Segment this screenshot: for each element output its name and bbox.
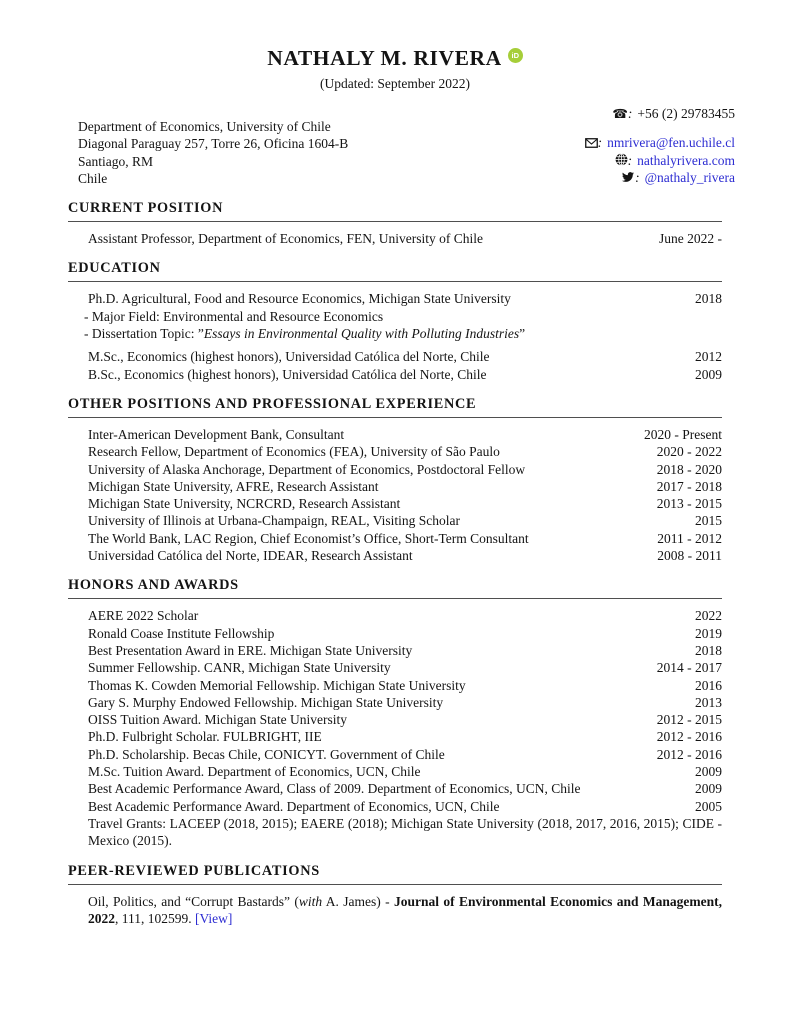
entry-row bbox=[88, 478, 722, 495]
entry-row bbox=[88, 694, 722, 711]
entry-text: B.Sc., Economics (highest honors), Universidad Católica del Norte, Chile bbox=[88, 366, 487, 382]
entry-row bbox=[88, 530, 722, 547]
entry-date: 2009 bbox=[695, 781, 722, 797]
section-current-position bbox=[68, 200, 722, 247]
twitter-line: : @nathaly_rivera bbox=[585, 169, 735, 186]
section-education bbox=[68, 260, 722, 382]
entry-date: 2015 bbox=[695, 513, 722, 529]
entry-date: 2019 bbox=[695, 625, 722, 641]
section-honors bbox=[68, 577, 722, 849]
twitter-icon bbox=[621, 170, 635, 185]
section-heading: EDUCATION bbox=[68, 260, 722, 282]
entry-row bbox=[88, 780, 722, 797]
entry-date: 2020 - Present bbox=[644, 426, 722, 442]
entry-row bbox=[88, 495, 722, 512]
entry-text: Ph.D. Fulbright Scholar. FULBRIGHT, IIE bbox=[88, 729, 322, 745]
entry-text: Thomas K. Cowden Memorial Fellowship. Michigan State University bbox=[88, 677, 466, 693]
entry-date: 2018 bbox=[695, 291, 722, 307]
entry-text: Ronald Coase Institute Fellowship bbox=[88, 625, 275, 641]
entry-date: 2012 - 2016 bbox=[656, 729, 722, 745]
entry-row bbox=[88, 230, 722, 247]
entry-text: M.Sc. Tuition Award. Department of Economics, UCN, Chile bbox=[88, 764, 421, 780]
publication-title: Oil, Politics, and “Corrupt Bastards” ( bbox=[88, 893, 299, 909]
contact-links-block bbox=[585, 105, 735, 187]
entry-date: 2011 - 2012 bbox=[657, 530, 722, 546]
entry-date: 2013 bbox=[695, 694, 722, 710]
entry-row bbox=[88, 512, 722, 529]
entry-date: 2017 - 2018 bbox=[656, 478, 722, 494]
entry-row bbox=[88, 711, 722, 728]
entry-text: Inter-American Development Bank, Consultant bbox=[88, 426, 345, 442]
phone-line: ☎: +56 (2) 29783455 bbox=[612, 106, 735, 121]
address-line: Diagonal Paraguay 257, Torre 26, Oficina 1604-B bbox=[78, 136, 349, 152]
envelope-icon bbox=[585, 135, 598, 150]
address-line: Santiago, RM bbox=[78, 153, 154, 169]
section-heading: PEER-REVIEWED PUBLICATIONS bbox=[68, 863, 722, 885]
entry-subline: - Dissertation Topic: ”Essays in Environmental Quality with Polluting Industries” bbox=[84, 326, 526, 342]
entry-text: Best Academic Performance Award. Department of Economics, UCN, Chile bbox=[88, 798, 500, 814]
orcid-icon[interactable]: iD bbox=[508, 48, 523, 63]
entry-text: Summer Fellowship. CANR, Michigan State University bbox=[88, 660, 391, 676]
address-block bbox=[78, 118, 348, 187]
section-experience bbox=[68, 396, 722, 564]
entry-text: Ph.D. Scholarship. Becas Chile, CONICYT. Government of Chile bbox=[88, 746, 445, 762]
publication-item: Oil, Politics, and “Corrupt Bastards” (with A. James) - Journal of Environmental Economics and Management, 2022, 111, 102599. [View] bbox=[88, 893, 722, 926]
entry-date: 2020 - 2022 bbox=[656, 444, 722, 460]
entry-text: Ph.D. Agricultural, Food and Resource Economics, Michigan State University bbox=[88, 291, 511, 307]
entry-date: 2012 - 2015 bbox=[656, 712, 722, 728]
entry-row bbox=[88, 290, 722, 307]
updated-date: (Updated: September 2022) bbox=[320, 76, 470, 91]
entry-text: University of Alaska Anchorage, Department of Economics, Postdoctoral Fellow bbox=[88, 461, 526, 477]
entry-row bbox=[88, 461, 722, 478]
entry-date: June 2022 - bbox=[659, 231, 722, 247]
entry-text: University of Illinois at Urbana-Champaign, REAL, Visiting Scholar bbox=[88, 513, 461, 529]
entry-text: Michigan State University, AFRE, Research Assistant bbox=[88, 478, 379, 494]
entry-row bbox=[88, 659, 722, 676]
entry-date: 2012 - 2016 bbox=[656, 746, 722, 762]
entry-row bbox=[88, 642, 722, 659]
phone-icon: ☎ bbox=[612, 106, 628, 121]
contact-block bbox=[68, 105, 735, 187]
entry-text: Michigan State University, NCRCRD, Research Assistant bbox=[88, 496, 401, 512]
entry-date: 2008 - 2011 bbox=[657, 548, 722, 564]
entry-row bbox=[88, 728, 722, 745]
entry-row bbox=[88, 746, 722, 763]
entry-date: 2005 bbox=[695, 798, 722, 814]
entry-date: 2018 bbox=[695, 642, 722, 658]
entry-row bbox=[88, 348, 722, 365]
entry-text: OISS Tuition Award. Michigan State University bbox=[88, 712, 348, 728]
dissertation-title: Essays in Environmental Quality with Polluting Industries bbox=[203, 326, 520, 342]
twitter-link[interactable]: @nathaly_rivera bbox=[644, 169, 735, 185]
entry-text: The World Bank, LAC Region, Chief Economist’s Office, Short-Term Consultant bbox=[88, 530, 529, 546]
travel-grants-note: Travel Grants: LACEEP (2018, 2015); EAERE (2018); Michigan State University (2018, 2017, 2016, 2015); CIDE - Mexico (2015). bbox=[88, 815, 722, 849]
email-line: : nmrivera@fen.uchile.cl bbox=[585, 134, 735, 151]
entry-row bbox=[88, 763, 722, 780]
page-title bbox=[68, 46, 722, 71]
entry-row bbox=[88, 547, 722, 564]
entry-row bbox=[88, 677, 722, 694]
entry-date: 2018 - 2020 bbox=[656, 461, 722, 477]
entry-row bbox=[88, 426, 722, 443]
entry-row bbox=[88, 366, 722, 383]
section-heading: HONORS AND AWARDS bbox=[68, 577, 722, 599]
entry-row bbox=[88, 798, 722, 815]
entry-row bbox=[88, 625, 722, 642]
entry-date: 2014 - 2017 bbox=[656, 660, 722, 676]
website-line: : nathalyrivera.com bbox=[585, 152, 735, 169]
entry-date: 2022 bbox=[695, 608, 722, 624]
entry-text: AERE 2022 Scholar bbox=[88, 608, 199, 624]
section-heading: OTHER POSITIONS AND PROFESSIONAL EXPERIENCE bbox=[68, 396, 722, 418]
spacer bbox=[585, 122, 735, 134]
entry-date: 2013 - 2015 bbox=[656, 496, 722, 512]
journal-name: Journal of Environmental Economics and Management, 2022 bbox=[88, 893, 722, 926]
view-link[interactable]: [View] bbox=[195, 910, 233, 926]
phone-number: +56 (2) 29783455 bbox=[637, 106, 735, 121]
entry-text: M.Sc., Economics (highest honors), Universidad Católica del Norte, Chile bbox=[88, 349, 490, 365]
author-name: NATHALY M. RIVERA bbox=[267, 46, 502, 70]
entry-subline: - Major Field: Environmental and Resource Economics bbox=[84, 308, 384, 324]
entry-text: Gary S. Murphy Endowed Fellowship. Michigan State University bbox=[88, 694, 444, 710]
website-link[interactable]: nathalyrivera.com bbox=[637, 152, 735, 168]
entry-date: 2009 bbox=[695, 764, 722, 780]
entry-date: 2016 bbox=[695, 677, 722, 693]
entry-text: Best Presentation Award in ERE. Michigan State University bbox=[88, 642, 413, 658]
entry-date: 2012 bbox=[695, 349, 722, 365]
email-link[interactable]: nmrivera@fen.uchile.cl bbox=[607, 135, 735, 151]
address-line: Chile bbox=[78, 170, 108, 186]
entry-text: Assistant Professor, Department of Economics, FEN, University of Chile bbox=[88, 231, 484, 247]
entry-date: 2009 bbox=[695, 366, 722, 382]
entry-text: Research Fellow, Department of Economics (FEA), University of São Paulo bbox=[88, 444, 500, 460]
entry-text: Best Academic Performance Award, Class of 2009. Department of Economics, UCN, Chile bbox=[88, 781, 581, 797]
entry-row bbox=[88, 443, 722, 460]
section-publications bbox=[68, 863, 722, 928]
globe-icon bbox=[615, 153, 628, 168]
section-heading: CURRENT POSITION bbox=[68, 200, 722, 222]
entry-row bbox=[88, 607, 722, 624]
entry-text: Universidad Católica del Norte, IDEAR, Research Assistant bbox=[88, 548, 413, 564]
address-line: Department of Economics, University of Chile bbox=[78, 119, 331, 134]
